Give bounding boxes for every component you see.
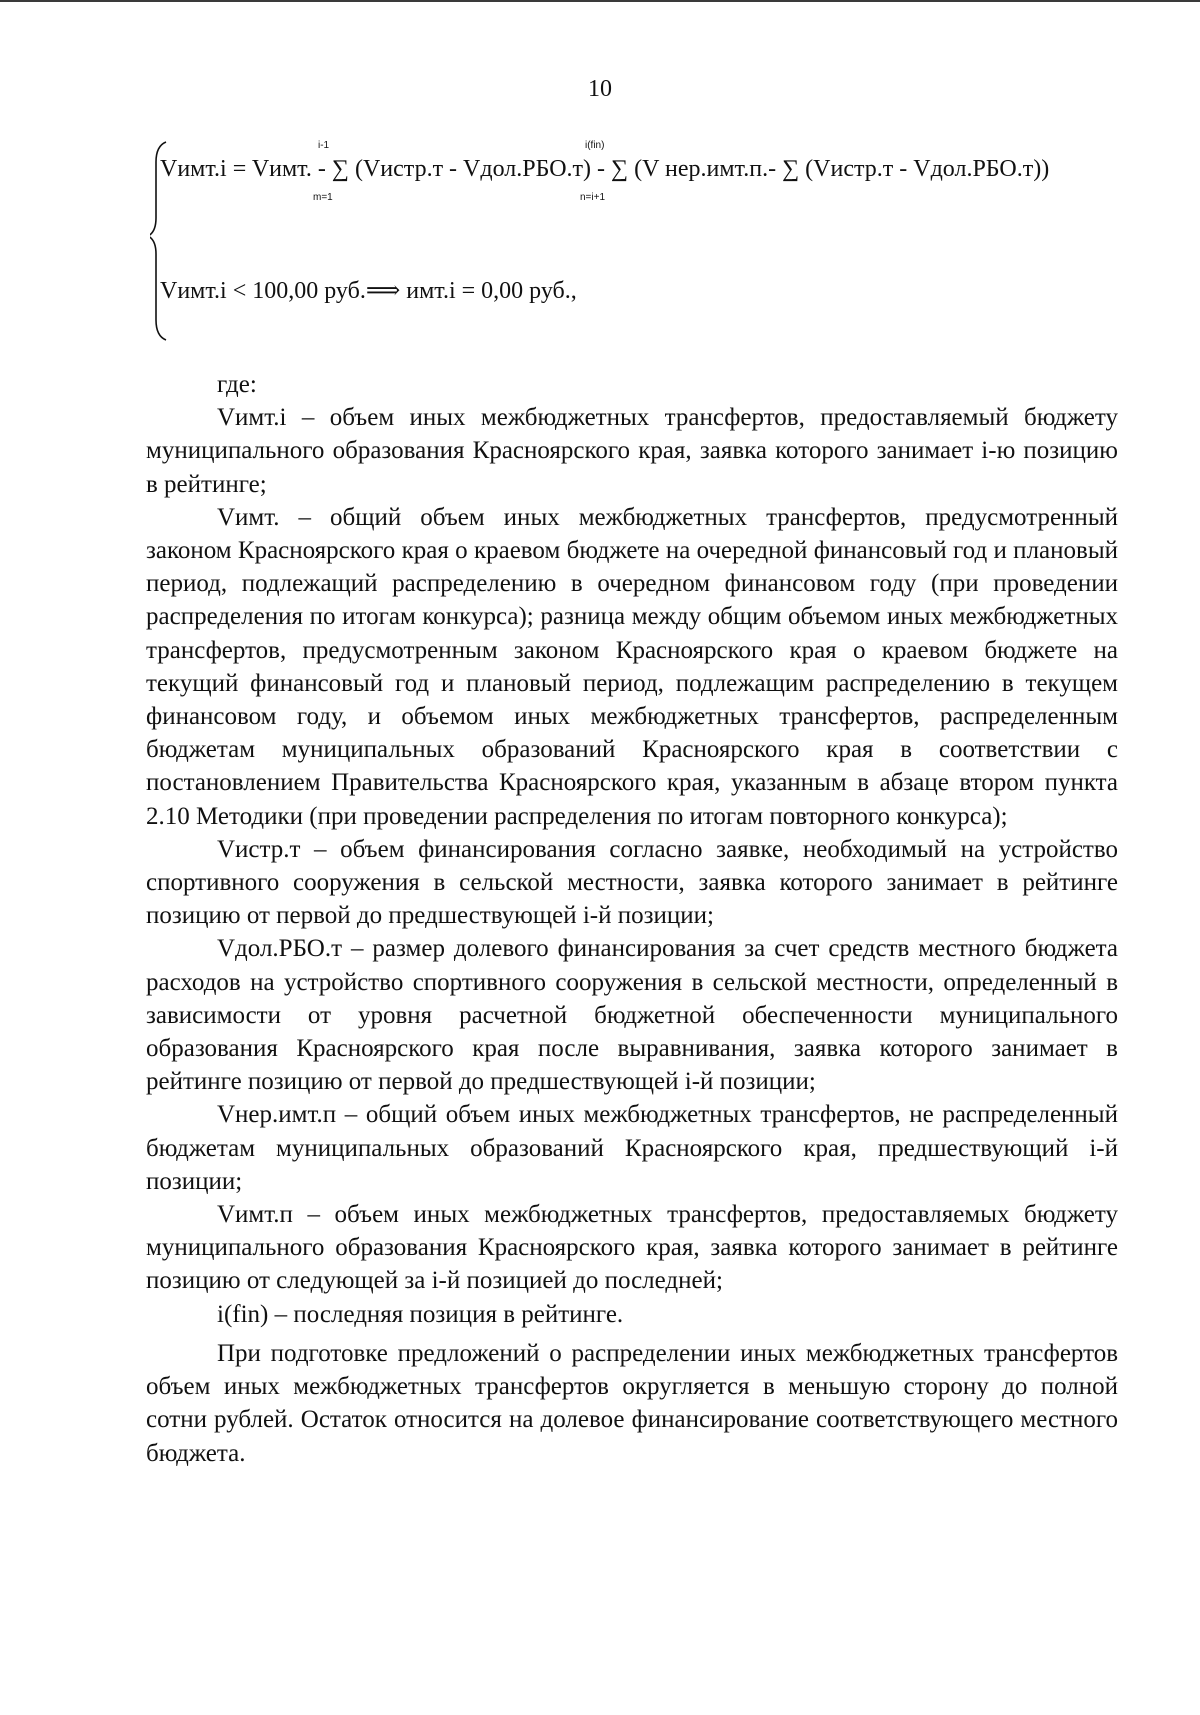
- formula-row-main: Vимт.i = Vимт. - ∑ (Vистр.т - Vдол.РБО.т) - ∑ (V нер.имт.п.- ∑ (Vистр.т - Vдол.РБО.т)): [160, 156, 1050, 182]
- definition-v-imt: Vимт. – общий объем иных межбюджетных трансфертов, предусмотренный законом Красноярского края о краевом бюджете на очередной финансовый год и плановый период, подлежащий распределению в очередном финансовом году (при проведении распределения по итогам конкурса); разница между общим объемом иных межбюджетных трансфертов, предусмотренным законом Красноярского края о краевом бюджете на текущий финансовый год и плановый период, подлежащим распределению в текущем финансовом году, и объемом иных межбюджетных трансфертов, распределенным бюджетам муниципальных образований Красноярского края в соответствии с постановлением Правительства Красноярского края, указанным в абзаце втором пункта 2.10 Методики (при проведении распределения по итогам повторного конкурса);: [146, 503, 1118, 830]
- sum1-lower-limit: m=1: [313, 192, 333, 203]
- page-number: 10: [588, 76, 612, 102]
- formula-row-condition: Vимт.i < 100,00 руб.⟹ имт.i = 0,00 руб.,: [160, 278, 577, 304]
- definition-v-ner-imt-p: Vнер.имт.п – общий объем иных межбюджетных трансфертов, не распределенный бюджетам муниципальных образований Красноярского края, предшествующий i-й позиции;: [146, 1101, 1118, 1195]
- definitions-text: [146, 368, 1118, 1470]
- formula-block: [150, 128, 1090, 348]
- definition-v-dol-rbo-t: Vдол.РБО.т – размер долевого финансирования за счет средств местного бюджета расходов на устройство спортивного сооружения в сельской местности, определенный в зависимости от уровня расчетной бюджетной обеспеченности муниципального образования Красноярского края после выравнивания, заявка которого занимает в рейтинге позицию от первой до предшествующей i-й позиции;: [146, 935, 1118, 1096]
- rounding-rule-paragraph: При подготовке предложений о распределении иных межбюджетных трансфертов объем иных межбюджетных трансфертов округляется в меньшую сторону до полной сотни рублей. Остаток относится на долевое финансирование соответствующего местного бюджета.: [146, 1339, 1118, 1467]
- where-label: где:: [217, 371, 257, 398]
- definition-v-imt-i: Vимт.i – объем иных межбюджетных трансфертов, предоставляемый бюджету муниципального образования Красноярского края, заявка которого занимает i-ю позицию в рейтинге;: [146, 404, 1118, 498]
- sum2-upper-limit: i(fin): [585, 140, 605, 151]
- sum2-lower-limit: n=i+1: [580, 192, 606, 203]
- definition-v-imt-p: Vимт.п – объем иных межбюджетных трансфертов, предоставляемых бюджету муниципального образования Красноярского края, заявка которого занимает в рейтинге позицию от следующей за i-й позицией до последней;: [146, 1201, 1118, 1295]
- definition-v-istr-t: Vистр.т – объем финансирования согласно заявке, необходимый на устройство спортивного сооружения в сельской местности, заявка которого занимает в рейтинге позицию от первой до предшествующей i-й позиции;: [146, 835, 1118, 930]
- definition-i-fin: i(fin) – последняя позиция в рейтинге.: [217, 1300, 624, 1328]
- scan-top-edge: [0, 0, 1200, 2]
- sum1-upper-limit: i-1: [318, 140, 330, 151]
